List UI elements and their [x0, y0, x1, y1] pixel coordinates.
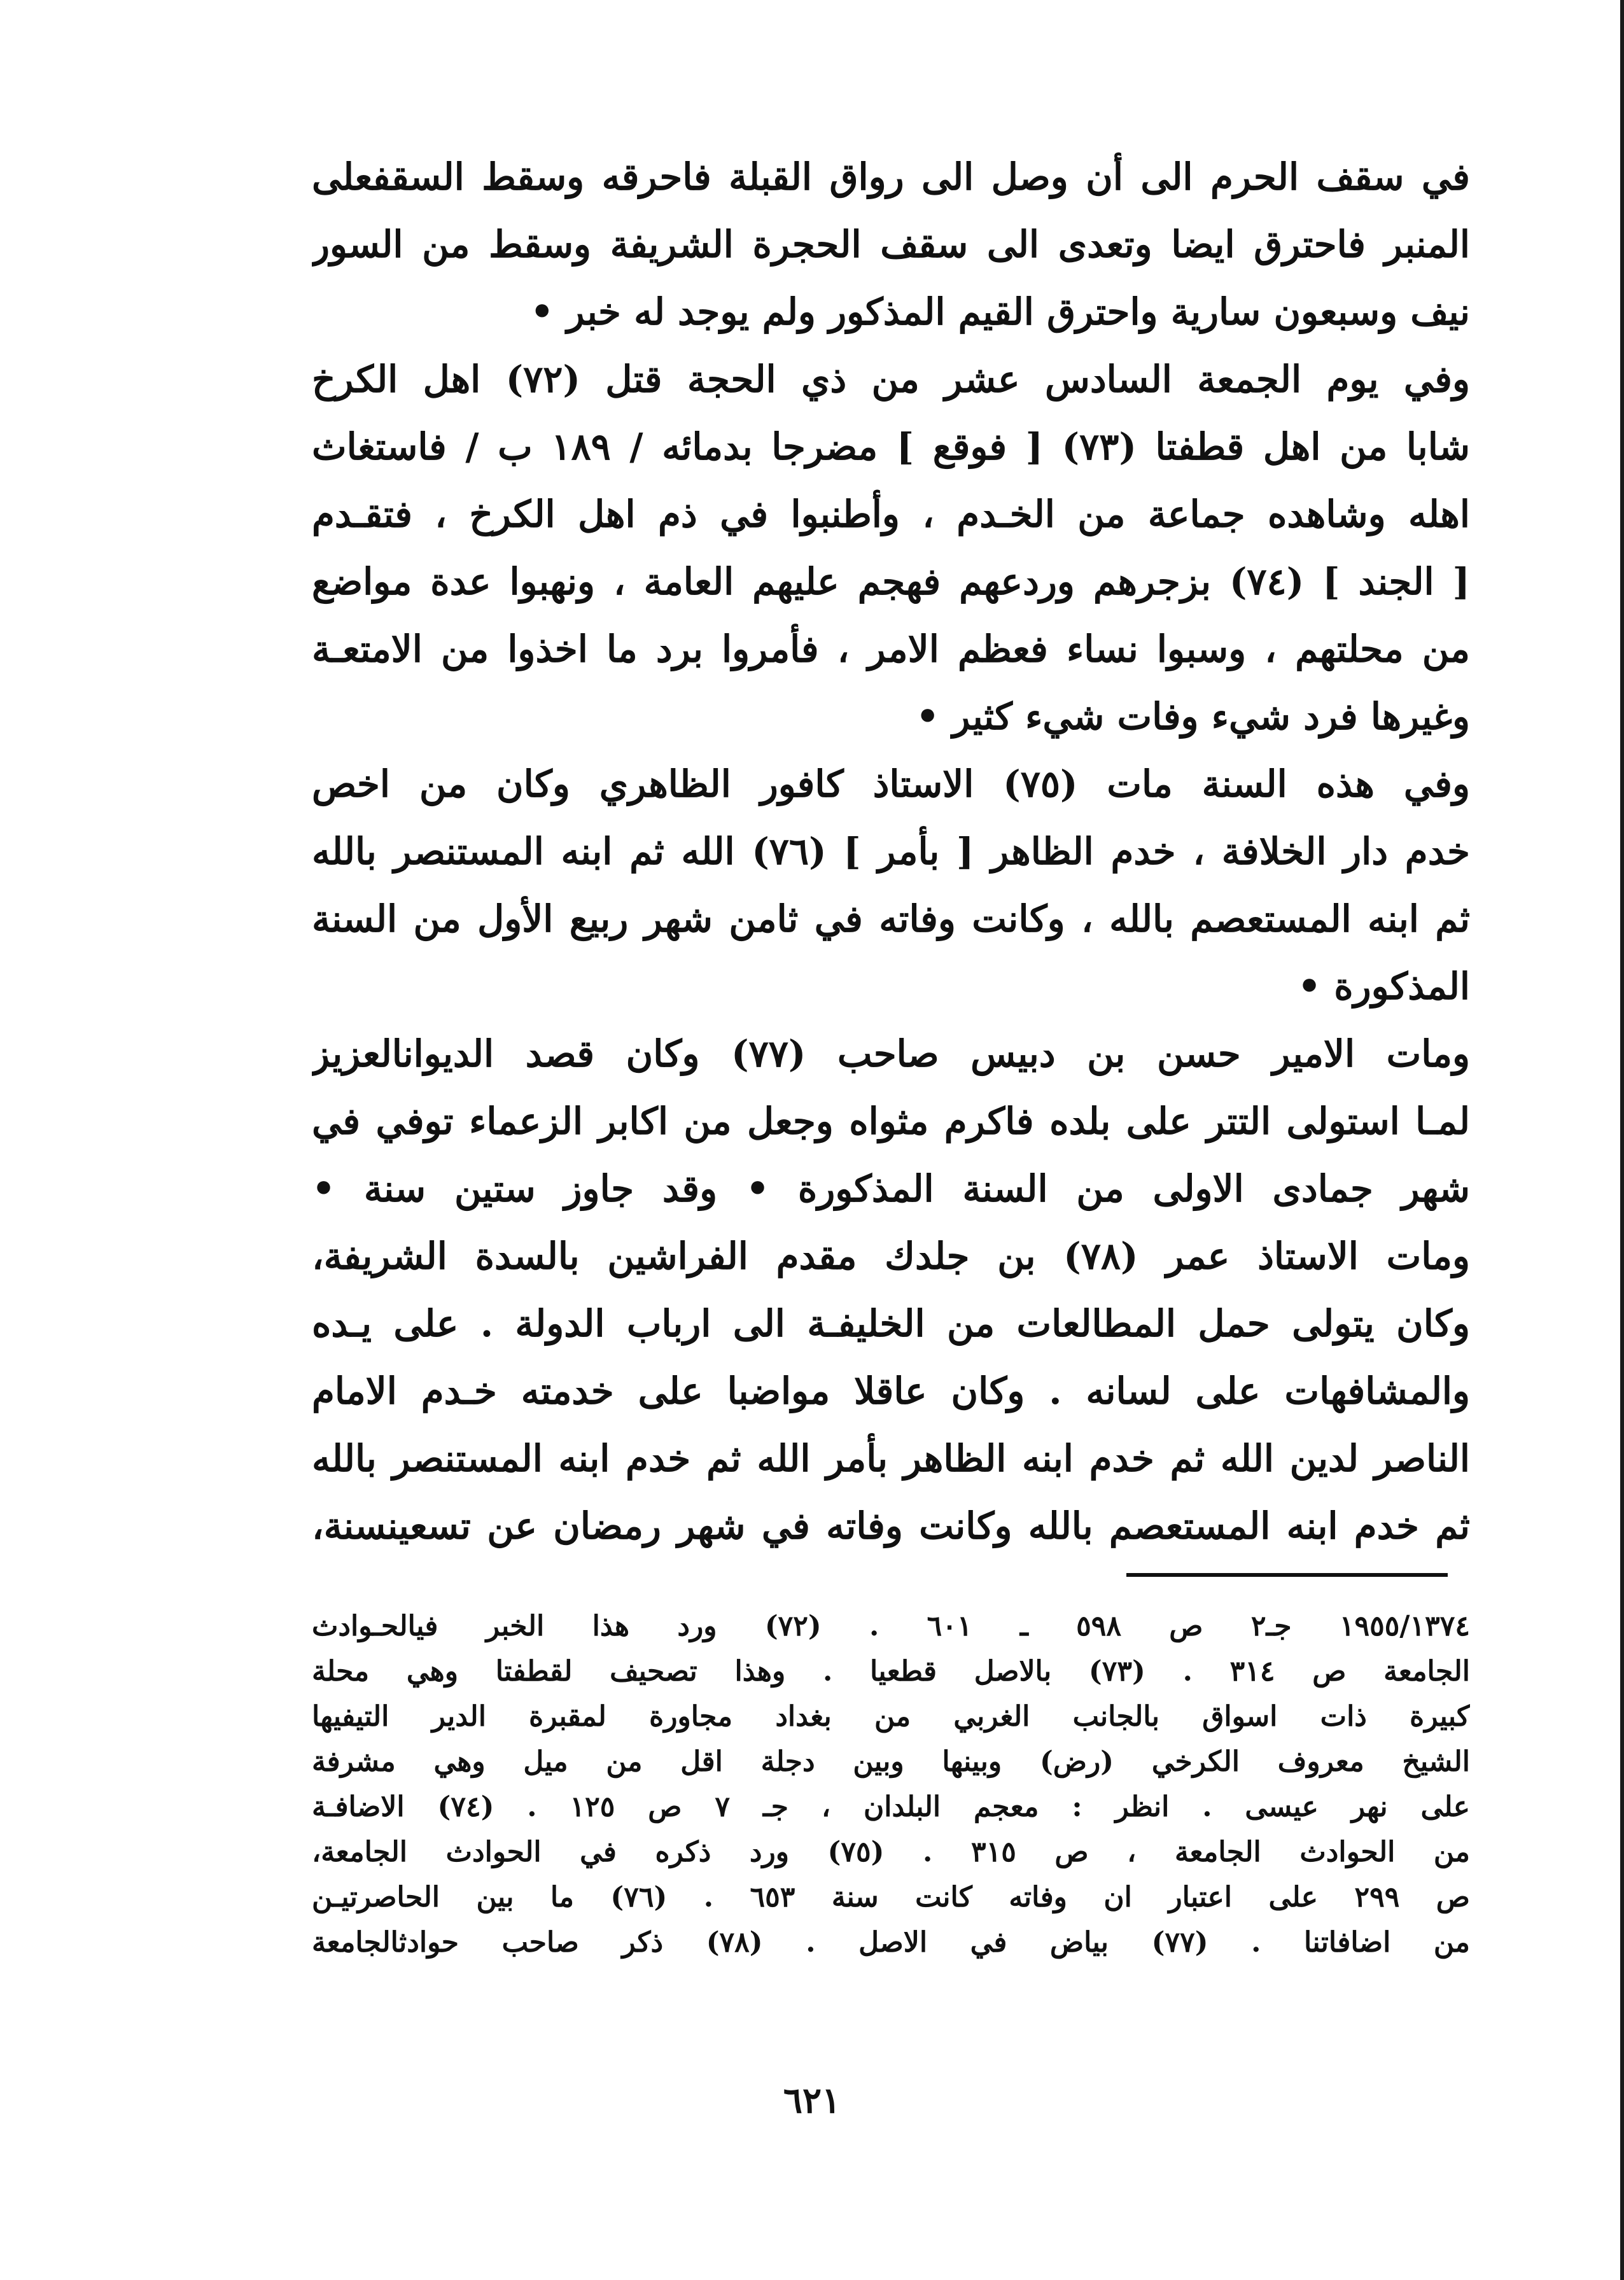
text-line: نيف وسبعون سارية واحترق القيم المذكور ولم يوجد له خبر •	[530, 290, 1470, 333]
text-line: اهله وشاهده جماعة من الخـدم ، وأطنبوا في ذم اهل الكرخ ، فتقـدم	[312, 493, 1470, 536]
footnote-line: الشيخ معروف الكرخي (رض) وبينها وبين دجلة اقل من ميل وهي مشرفة	[312, 1745, 1470, 1778]
text-line: وفي يوم الجمعة السادس عشر من ذي الحجة قتل (٧٢) اهل الكرخ	[312, 358, 1470, 401]
footnote-line: الجامعة ص ٣١٤ . (٧٣) بالاصل قطعيا . وهذا تصحيف لقطفتا وهي محلة	[312, 1655, 1470, 1688]
footnote-line: من الحوادث الجامعة ، ص ٣١٥ . (٧٥) ورد ذكره في الحوادث الجامعة،	[312, 1836, 1470, 1868]
text-line: وكان يتولى حمل المطالعات من الخليفـة الى ارباب الدولة . على يـده	[312, 1302, 1470, 1345]
text-line: ثم خدم ابنه المستعصم بالله وكانت وفاته في شهر رمضان عن تسعينسنة،	[312, 1504, 1470, 1548]
text-line: شهر جمادى الاولى من السنة المذكورة • وقد جاوز ستين سنة •	[312, 1167, 1470, 1210]
text-line: الناصر لدين الله ثم خدم ابنه الظاهر بأمر الله ثم خدم ابنه المستنصر بالله	[312, 1437, 1470, 1480]
text-line: ومات الاستاذ عمر (٧٨) بن جلدك مقدم الفراشين بالسدة الشريفة،	[312, 1234, 1470, 1278]
text-line: المذكورة •	[1298, 965, 1470, 1008]
text-line: ثم ابنه المستعصم بالله ، وكانت وفاته في ثامن شهر ربيع الأول من السنة	[312, 897, 1470, 941]
page-number: ٦٢١	[783, 2080, 841, 2122]
text-line: خدم دار الخلافة ، خدم الظاهر [ بأمر ] (٧٦) الله ثم ابنه المستنصر بالله	[312, 830, 1470, 873]
footnotes	[312, 1604, 1470, 1965]
text-line: من محلتهم ، وسبوا نساء فعظم الامر ، فأمروا برد ما اخذوا من الامتعـة	[312, 627, 1470, 671]
footnote-line: على نهر عيسى . انظر : معجم البلدان ، جـ ٧ ص ١٢٥ . (٧٤) الاضافـة	[312, 1791, 1470, 1823]
text-line: [ الجند ] (٧٤) بزجرهم وردعهم فهجم عليهم العامة ، ونهبوا عدة مواضع	[312, 560, 1470, 603]
text-line: لمـا استولى التتر على بلده فاكرم مثواه وجعل من اكابر الزعماء توفي في	[312, 1100, 1470, 1143]
page-edge-rule	[1620, 0, 1624, 2280]
text-line: في سقف الحرم الى أن وصل الى رواق القبلة فاحرقه وسقط السقفعلى	[312, 155, 1470, 199]
footnote-line: كبيرة ذات اسواق بالجانب الغربي من بغداد مجاورة لمقبرة الدير التيفيها	[312, 1700, 1470, 1733]
footnote-separator	[1126, 1573, 1448, 1577]
footnote-line: من اضافاتنا . (٧٧) بياض في الاصل . (٧٨) ذكر صاحب حوادثالجامعة	[312, 1926, 1470, 1959]
footnote-line: ١٩٥٥/١٣٧٤ جـ٢ ص ٥٩٨ ـ ٦٠١ . (٧٢) ورد هذا الخبر فيالحـوادث	[312, 1610, 1470, 1642]
main-text	[312, 143, 1470, 1560]
text-line: شابا من اهل قطفتا (٧٣) [ فوقع ] مضرجا بدمائه / ١٨٩ ب / فاستغاث	[312, 425, 1470, 468]
footnote-line: ص ٢٩٩ على اعتبار ان وفاته كانت سنة ٦٥٣ . (٧٦) ما بين الحاصرتيـن	[312, 1881, 1470, 1913]
text-line: والمشافهات على لسانه . وكان عاقلا مواضبا على خدمته خـدم الامام	[312, 1369, 1470, 1413]
text-line: المنبر فاحترق ايضا وتعدى الى سقف الحجرة الشريفة وسقط من السور	[312, 223, 1470, 266]
text-line: وفي هذه السنة مات (٧٥) الاستاذ كافور الظاهري وكان من اخص	[312, 762, 1470, 806]
text-line: وغيرها فرد شيء وفات شيء كثير •	[916, 695, 1470, 738]
text-line: ومات الامير حسن بن دبيس صاحب (٧٧) وكان قصد الديوانالعزيز	[312, 1032, 1470, 1075]
